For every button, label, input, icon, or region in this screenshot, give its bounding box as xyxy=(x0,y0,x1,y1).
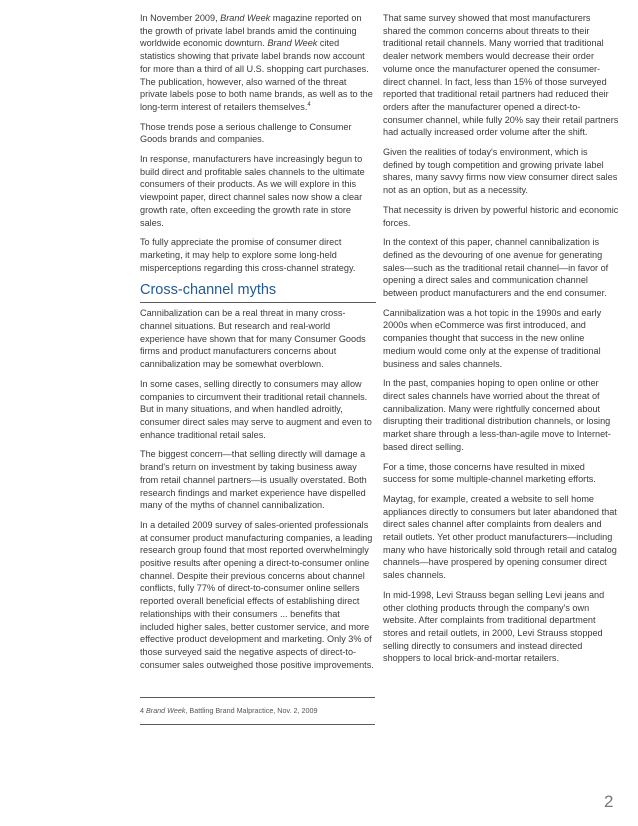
paragraph: In the context of this paper, channel cannibalization is defined as the devouring of one avenue for generating sales—such as the traditional retail channel—in favor of opening a direct sales and communication channel between product manufacturers and the end consumer. xyxy=(383,237,609,299)
paragraph: To fully appreciate the promise of consumer direct marketing, it may help to explore some long-held misperceptions regarding this cross-channel strategy. xyxy=(140,237,356,273)
paragraph: In a detailed 2009 survey of sales-oriented professionals at consumer product manufacturing companies, a leading research group found that most reported overwhelmingly positive results after opening a direct-to-consumer online channel. Despite their previous concerns about channel conflicts, fully 77% of direct-to-consumer online sellers reported overall beneficial effects of establishing direct relationships with their consumers ... benefits that included higher sales, better customer service, and more effective product development and marketing. Only 3% of those surveyed said the negative aspects of direct-to-consumer sales outweighed those positive improvements. xyxy=(140,519,374,670)
paragraph: That necessity is driven by powerful historic and economic forces. xyxy=(383,204,619,228)
paragraph: In November 2009, Brand Week magazine reported on the growth of private label brands amid the continuing worldwide economic downturn. Brand Week cited statistics showing that private label brands now account for more than a third of all U.S. shopping cart purchases. The publication, however, also warned of the threat private labels pose to both name brands, as well as to the long-term interest of retailers themselves.$^4$ xyxy=(140,13,373,112)
paragraph: Given the realities of today's environment, which is defined by tough competition and growing private label shares, many savvy firms now view consumer direct sales not as an option, but as a necessity. xyxy=(383,147,618,196)
footnote-ref: 4 xyxy=(307,101,311,108)
paragraph: In some cases, selling directly to consumers may allow companies to circumvent their traditional retail channels. But in many situations, and when handled adroitly, consumer direct sales may serve to augment and even to enhance traditional retail sales. xyxy=(140,378,372,440)
paragraph: That same survey showed that most manufacturers shared the common concerns about threats to their traditional retail channels. Many worried that traditional dealer network members would decrease their order volume once the manufacturer opened the consumer-direct channel. In fact, less than 15% of those surveyed reported that traditional retail partners had reduced their orders after the manufacturer opened a direct-to-consumer channel, while fully 20% say their retail partners had actually increased order volume after the shift. xyxy=(383,13,619,138)
paragraph: Those trends pose a serious challenge to Consumer Goods brands and companies. xyxy=(140,121,352,145)
paragraph: In the past, companies hoping to open online or other direct sales channels have worried about the threat of cannibalization. Many were rightfully concerned about disrupting their traditional distribution channels, or losing market share through a less-than-agile move to Internet-based direct selling. xyxy=(383,378,611,452)
paragraph: Cannibalization was a hot topic in the 1990s and early 2000s when eCommerce was first introduced, and companies thought that success in the new online medium would come only at the expense of traditional business and sales channels. xyxy=(383,307,602,369)
left-column xyxy=(140,12,376,678)
footnote: 4 Brand Week, Battling Brand Malpractice, Nov. 2, 2009 xyxy=(140,706,318,715)
publication-name: Brand Week xyxy=(220,13,271,23)
paragraph: Maytag, for example, created a website to sell home appliances directly to consumers but later abandoned that direct sales channel after complaints from dealers and retail outlets. Yet other product manufacturers—including many who have historically sold through retail and catalog channels—have prospered by opening consumer direct sales channels. xyxy=(383,493,617,581)
paragraph: For a time, those concerns have resulted in mixed success for some multiple-channel marketing efforts. xyxy=(383,461,596,485)
footnote-divider xyxy=(140,697,375,698)
paragraph: The biggest concern—that selling directly will damage a brand's return on investment by taking business away from retail channel partners—is usually overstated. Both research findings and market experience have dispelled many of the myths of channel cannibalization. xyxy=(140,449,367,511)
paragraph: In mid-1998, Levi Strauss began selling Levi jeans and other clothing products through the company's own website. After complaints from traditional department stores and retail outlets, in 2000, Levi Strauss stopped selling directly to consumers and instead directed shoppers to local brick-and-mortar retailers. xyxy=(383,589,605,664)
page-number: 2 xyxy=(604,792,614,811)
section-heading: Cross-channel myths xyxy=(140,281,376,303)
footnote-divider xyxy=(140,724,375,725)
paragraph: Cannibalization can be a real threat in many cross-channel situations. But research and real-world experience have shown that for many Consumer Goods firms and product manufacturers concerns about cannibalization may be somewhat overblown. xyxy=(140,308,366,370)
right-column xyxy=(383,12,619,672)
paragraph: In response, manufacturers have increasingly begun to build direct and profitable sales channels to the ultimate consumers of their products. As we will explore in this viewpoint paper, direct channel sales now show a clear growth rate, often exceeding the growth rate in store sales. xyxy=(140,154,365,228)
publication-name: Brand Week xyxy=(267,38,318,49)
